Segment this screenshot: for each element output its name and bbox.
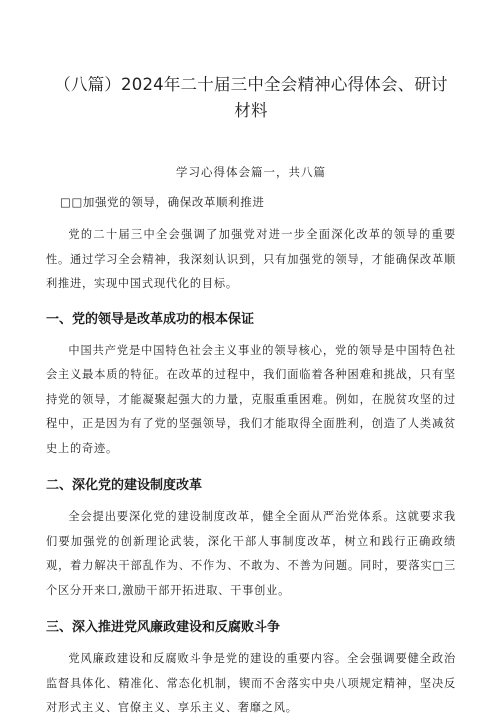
section-body-1: 中国共产党是中国特色社会主义事业的领导核心，党的领导是中国特色社会主义最本质的特征。在改革的过程中，我们面临着各种困难和挑战，只有坚持党的领导，才能凝聚起强大的力量，克服重重困难。例如，在脱贫攻坚的过程中，正是因为有了党的坚强领导，我们才能取得全面胜利，创造了人类减贫史上的奇迹。 (46, 343, 456, 455)
document-subtitle: 学习心得体会篇一，共八篇 (176, 165, 326, 179)
document-title: （八篇）2024年二十届三中全会精神心得体会、研讨材料 (54, 75, 448, 120)
lead-statement: □□加强党的领导，确保改革顺利推进 (60, 195, 265, 209)
section-heading-3: 三、深入推进党风廉政建设和反腐败斗争 (46, 620, 281, 635)
section-heading-2: 二、深化党的建设制度改革 (46, 478, 203, 493)
section-body-3: 党风廉政建设和反腐败斗争是党的建设的重要内容。全会强调要健全政治监督具体化、精准化、常态化机制，锲而不舍落实中央八项规定精神，坚决反对形式主义、官僚主义、享乐主义、奢靡之风。 (46, 652, 456, 714)
section-heading-1: 一、党的领导是改革成功的根本保证 (46, 311, 255, 327)
section-body-2: 全会提出要深化党的建设制度改革，健全全面从严治党体系。这就要求我们要加强党的创新理论武装，深化干部人事制度改革，树立和践行正确政绩观，着力解决干部乱作为、不作为、不敢为、不善为问题。同时，要落实□三个区分开来口,激励干部开拓进取、干事创业。 (46, 510, 456, 597)
intro-paragraph: 党的二十届三中全会强调了加强党对进一步全面深化改革的领导的重要性。通过学习全会精神，我深刻认识到，只有加强党的领导，才能确保改革顺利推进，实现中国式现代化的目标。 (46, 228, 456, 290)
